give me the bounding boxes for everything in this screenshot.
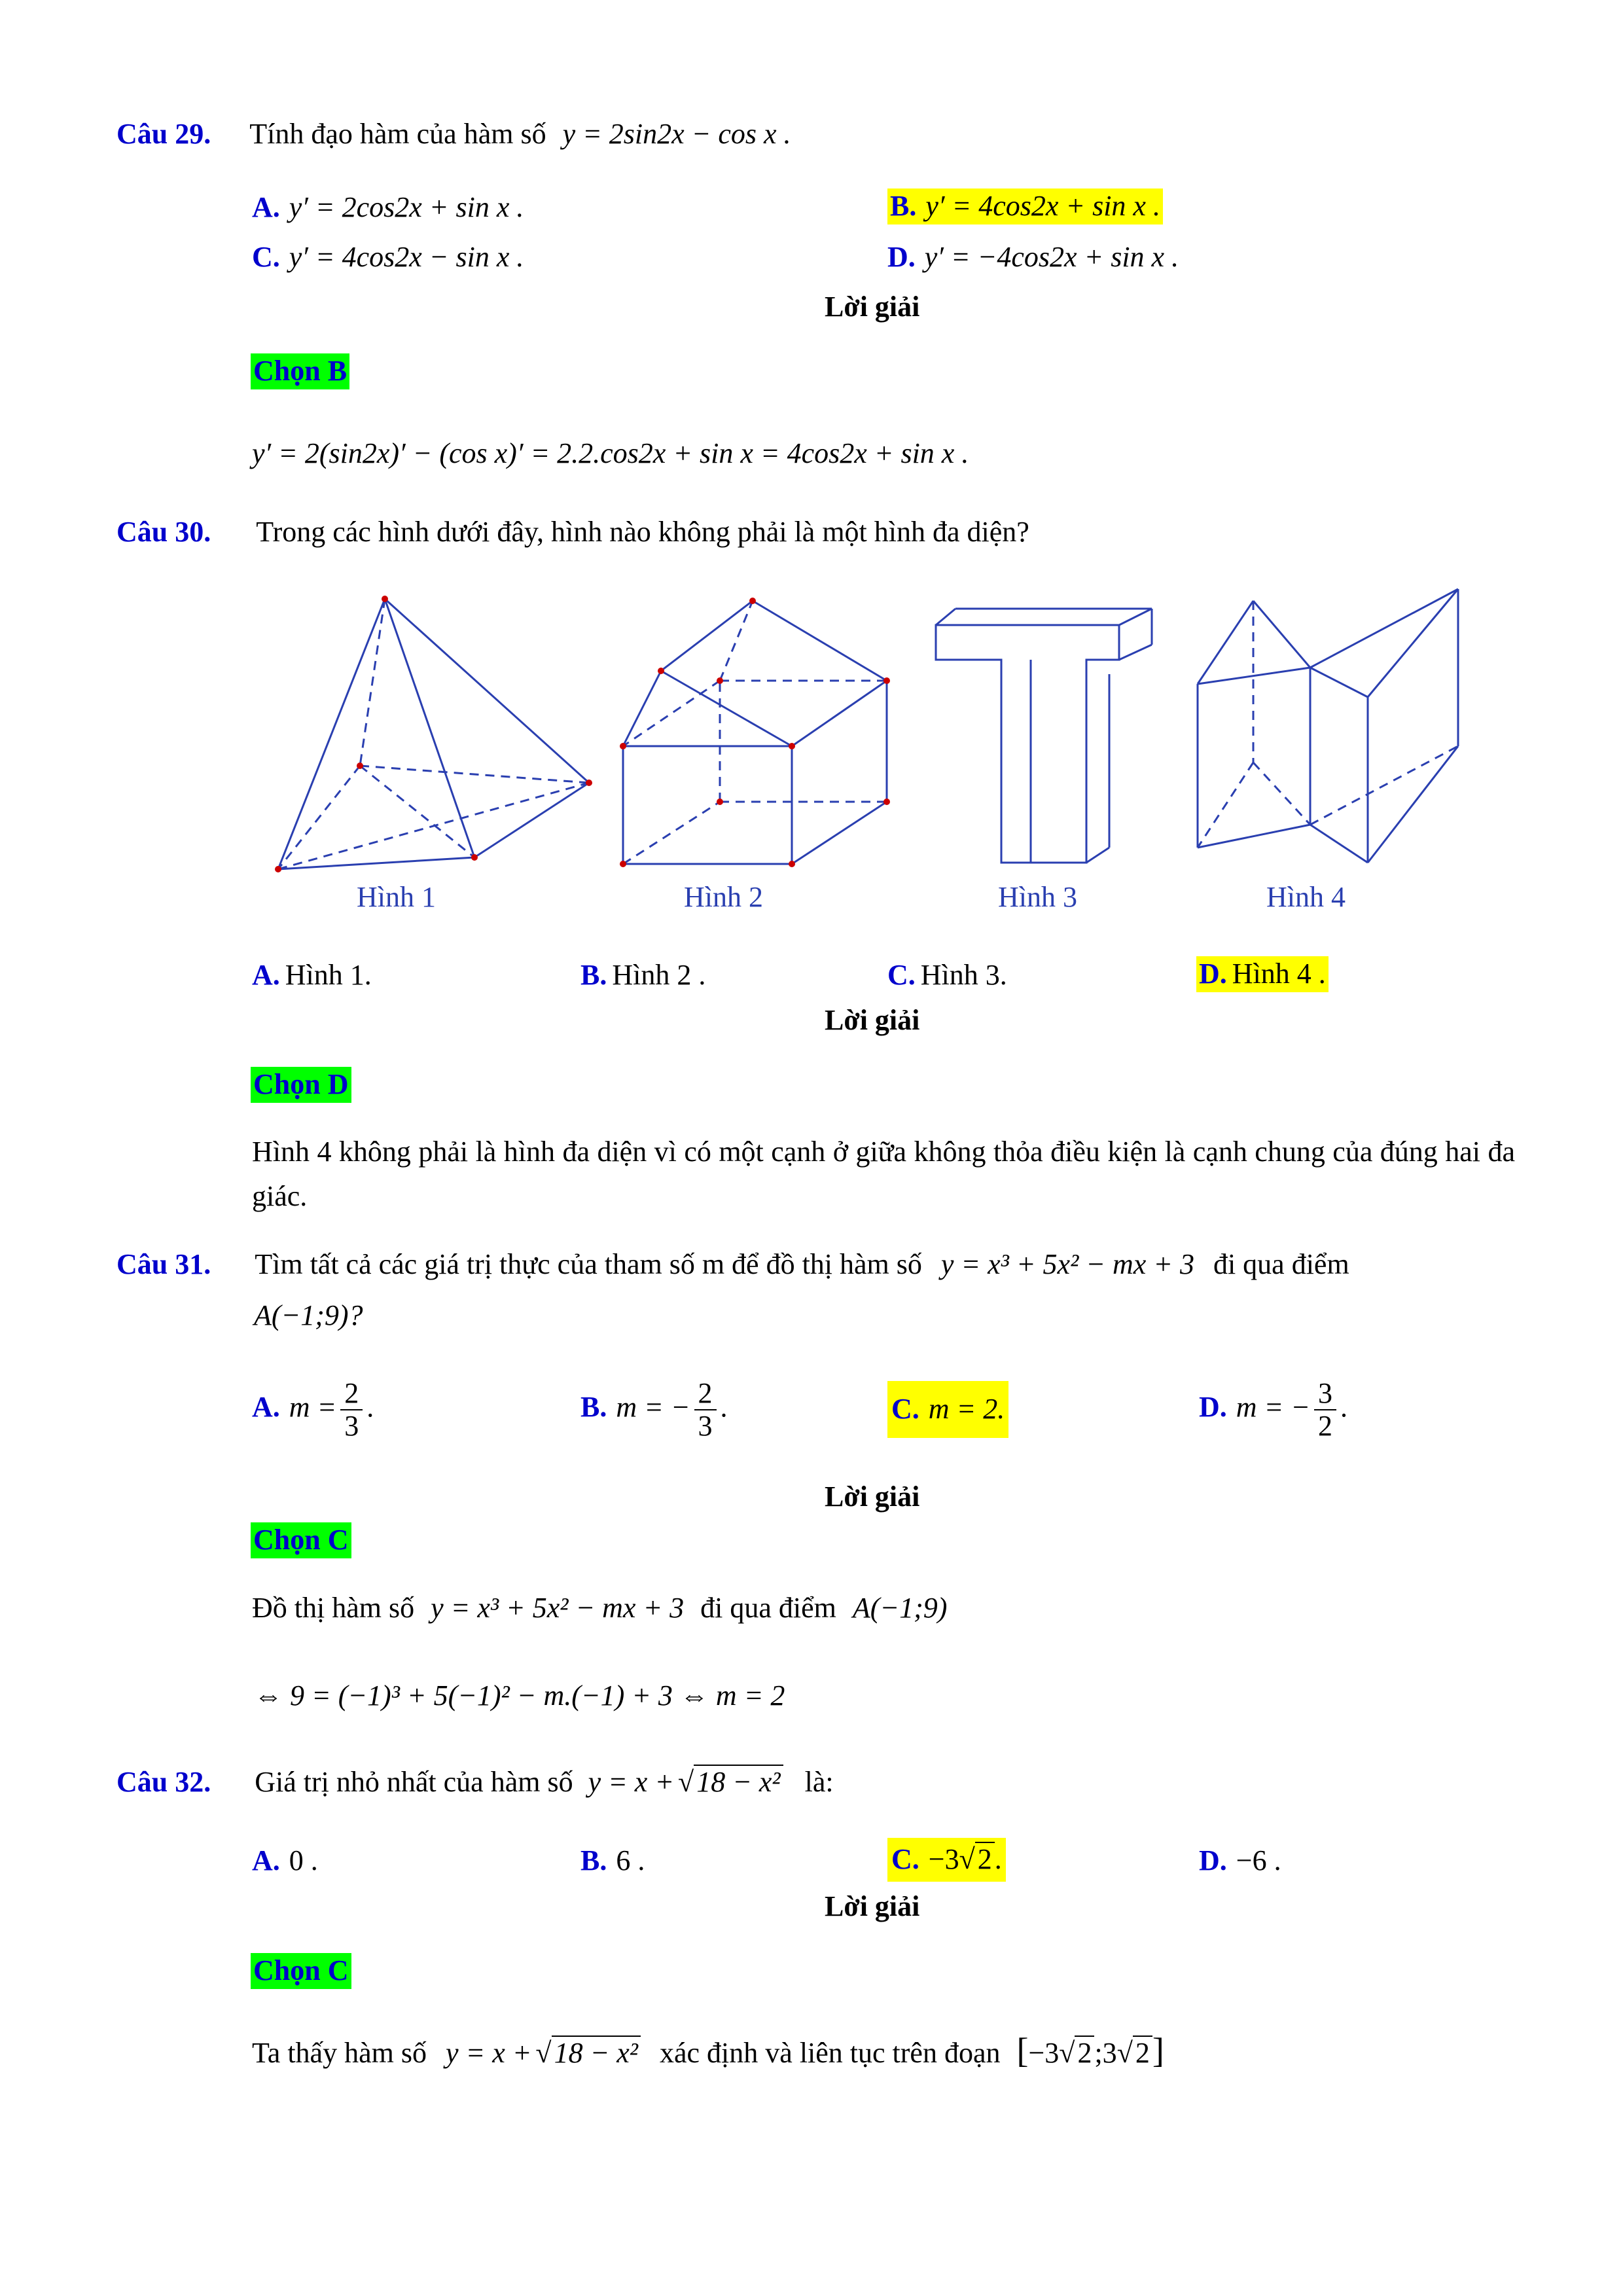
q31-option-b[interactable] — [580, 1378, 728, 1443]
q31-text: Tìm tất cả các giá trị thực của tham số m để đồ thị hàm số — [255, 1248, 922, 1280]
q31-point-text: A(−1;9)? — [254, 1299, 363, 1331]
q31-line — [116, 1242, 1517, 1287]
q32-option-d[interactable] — [1199, 1844, 1281, 1878]
option-text: y′ = 2cos2x + sin x . — [289, 191, 524, 223]
option-text: 0 . — [289, 1844, 318, 1876]
solution-formula-pre: y = x + — [445, 2037, 532, 2069]
q32-option-c[interactable]: C. −3√2. — [887, 1838, 1006, 1882]
option-letter: C. — [891, 1843, 919, 1875]
fraction-numerator: 3 — [1314, 1378, 1336, 1410]
option-prefix: m = − — [616, 1391, 690, 1424]
q32-solution-title: Lời giải — [825, 1890, 920, 1922]
q32-answer: Chọn C — [251, 1953, 351, 1989]
q32-formula-pre: y = x + — [588, 1766, 675, 1798]
q29-answer: Chọn B — [251, 353, 349, 389]
option-suffix: . — [994, 1843, 1002, 1875]
figure-label-2: Hình 2 — [684, 881, 763, 913]
option-text: −6 . — [1236, 1844, 1281, 1876]
figure-label-1: Hình 1 — [357, 881, 436, 913]
q31-answer: Chọn C — [251, 1522, 351, 1558]
q30-label: Câu 30. — [116, 516, 211, 548]
option-letter: A. — [252, 1844, 280, 1876]
option-letter: A. — [252, 1391, 280, 1424]
option-prefix: m = — [289, 1391, 337, 1424]
option-letter: A. — [252, 959, 280, 991]
q31-point — [254, 1299, 363, 1333]
figure-3-t-shape — [936, 609, 1152, 863]
option-radicand: 2 — [975, 1842, 995, 1875]
q32-text: Giá trị nhỏ nhất của hàm số — [255, 1766, 573, 1798]
interval-a-prefix: −3 — [1028, 2037, 1060, 2069]
figure-2-house — [623, 601, 887, 864]
option-text: 6 . — [616, 1844, 645, 1876]
option-letter: D. — [1199, 958, 1227, 990]
fraction — [694, 1378, 717, 1443]
interval-close: ] — [1152, 2031, 1164, 2070]
q30-answer: Chọn D — [251, 1067, 351, 1103]
q30-option-d[interactable] — [1196, 956, 1329, 992]
q32-label: Câu 32. — [116, 1766, 211, 1798]
q31-solution-line2 — [254, 1679, 785, 1713]
option-letter: D. — [1199, 1391, 1227, 1424]
solution-point: A(−1;9) — [852, 1592, 948, 1624]
option-letter: C. — [887, 959, 916, 991]
option-text: y′ = 4cos2x + sin x . — [925, 190, 1160, 222]
option-text: Hình 1. — [285, 959, 372, 991]
q31-option-c[interactable] — [887, 1381, 1008, 1438]
fraction — [340, 1378, 363, 1443]
option-letter: A. — [252, 191, 280, 223]
q30-option-a[interactable] — [252, 959, 372, 992]
option-letter: D. — [1199, 1844, 1227, 1876]
option-text: m = 2. — [928, 1393, 1005, 1425]
fraction-denominator: 3 — [698, 1410, 713, 1443]
option-text: Hình 4 . — [1232, 958, 1326, 990]
interval-a-radicand: 2 — [1075, 2036, 1094, 2069]
q32-formula-radicand: 18 − x² — [694, 1765, 783, 1798]
interval-separator: ;3 — [1094, 2037, 1117, 2069]
option-suffix: . — [1340, 1391, 1347, 1424]
q31-solution-line1 — [252, 1592, 947, 1625]
figure-1-pyramid — [278, 599, 589, 869]
solution-equation: ⇔ 9 = (−1)³ + 5(−1)² − m.(−1) + 3 ⇔ m = 2 — [254, 1679, 785, 1712]
option-suffix: . — [720, 1391, 728, 1424]
q31-text2: đi qua điểm — [1213, 1248, 1349, 1280]
q31-solution-title: Lời giải — [825, 1480, 920, 1513]
q32-text2: là: — [804, 1766, 834, 1798]
solution-text: Đồ thị hàm số — [252, 1592, 415, 1624]
q32-option-a[interactable] — [252, 1844, 318, 1878]
q32-solution: Ta thấy hàm số y = x + √18 − x² xác định và liên tục trên đoạn [−3√2;3√2] — [252, 2031, 1164, 2070]
q30-option-b[interactable] — [580, 959, 705, 992]
option-letter: C. — [252, 241, 280, 273]
option-letter: B. — [580, 1844, 607, 1876]
fraction-denominator: 2 — [1317, 1410, 1332, 1443]
q30-solution: Hình 4 không phải là hình đa diện vì có một cạnh ở giữa không thỏa điều kiện là cạnh chung của đúng hai đa giác. — [252, 1136, 1515, 1213]
option-text: Hình 3. — [920, 959, 1007, 991]
q30-option-c[interactable] — [887, 959, 1007, 992]
q29-formula: y = 2sin2x − cos x . — [562, 118, 791, 150]
q31-option-a[interactable] — [252, 1378, 374, 1443]
interval-b-radicand: 2 — [1133, 2036, 1152, 2069]
option-letter: D. — [887, 241, 916, 273]
option-text: Hình 2 . — [612, 959, 706, 991]
option-letter: C. — [891, 1393, 919, 1425]
q30-solution-title: Lời giải — [825, 1004, 920, 1036]
option-text: y′ = 4cos2x − sin x . — [289, 241, 524, 273]
option-letter: B. — [890, 190, 917, 222]
q29-solution-formula: y′ = 2(sin2x)′ − (cos x)′ = 2.2.cos2x + sin x = 4cos2x + sin x . — [252, 437, 969, 469]
q29-label: Câu 29. — [116, 118, 211, 150]
interval-open: [ — [1016, 2031, 1029, 2070]
polyhedra-figures — [0, 0, 1623, 949]
q32-option-b[interactable] — [580, 1844, 645, 1878]
solution-text2: xác định và liên tục trên đoạn — [660, 2037, 1001, 2069]
figure-label-4: Hình 4 — [1266, 881, 1346, 913]
option-prefix: −3 — [928, 1843, 959, 1875]
option-letter: B. — [580, 1391, 607, 1424]
option-prefix: m = − — [1236, 1391, 1310, 1424]
q32-line: Câu 32. Giá trị nhỏ nhất của hàm số y = x + √18 − x² là: — [116, 1766, 834, 1798]
fraction — [1314, 1378, 1336, 1443]
solution-formula-radicand: 18 − x² — [552, 2036, 641, 2069]
fraction-numerator: 2 — [694, 1378, 717, 1410]
figure-label-3: Hình 3 — [998, 881, 1077, 913]
fraction-denominator: 3 — [344, 1410, 359, 1443]
q29-text: Tính đạo hàm của hàm số — [249, 118, 546, 150]
q31-option-d[interactable] — [1199, 1378, 1347, 1443]
solution-text2: đi qua điểm — [700, 1592, 836, 1624]
option-letter: B. — [580, 959, 607, 991]
solution-formula: y = x³ + 5x² − mx + 3 — [431, 1592, 685, 1624]
option-text: y′ = −4cos2x + sin x . — [924, 241, 1179, 273]
q30-text: Trong các hình dưới đây, hình nào không phải là một hình đa diện? — [256, 516, 1029, 548]
figure-4-joined-prisms — [1198, 589, 1458, 863]
q31-label: Câu 31. — [116, 1248, 211, 1280]
q29-solution-title: Lời giải — [825, 291, 920, 323]
fraction-numerator: 2 — [340, 1378, 363, 1410]
option-suffix: . — [366, 1391, 374, 1424]
solution-text: Ta thấy hàm số — [252, 2037, 427, 2069]
q31-formula: y = x³ + 5x² − mx + 3 — [940, 1248, 1194, 1280]
